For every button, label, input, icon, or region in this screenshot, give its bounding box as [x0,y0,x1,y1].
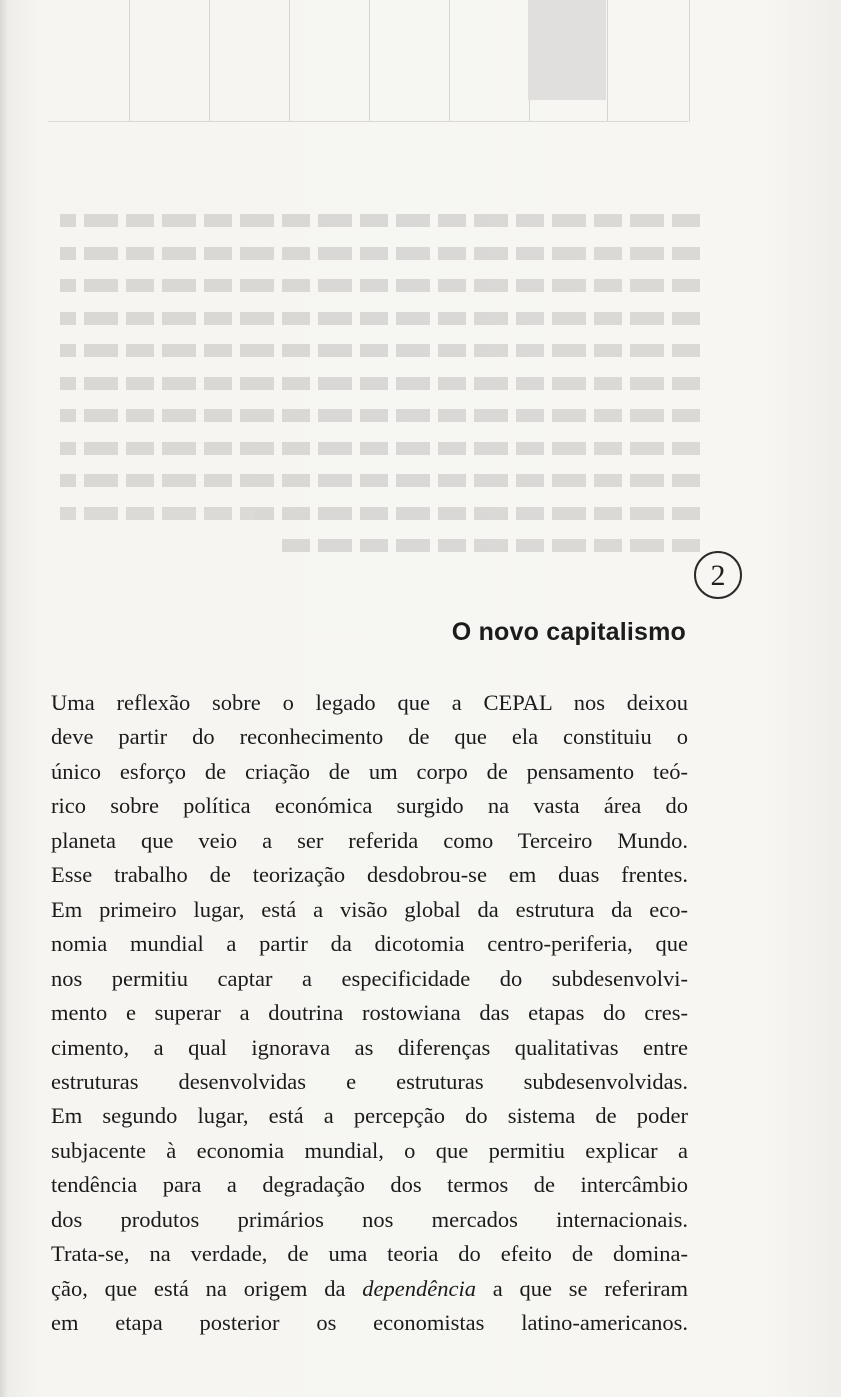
text-line: Esse trabalho de teorização desdobrou-se em duas frentes. [51,862,688,888]
text-line: Em primeiro lugar, está a visão global da estrutura da eco- [51,896,688,922]
text-line: em etapa posterior os economistas latino-americanos. [51,1310,688,1336]
text-line: nos permitiu captar a especificidade do subdesenvolvi- [51,965,688,991]
text-line: mento e superar a doutrina rostowiana das etapas do cres- [51,1000,688,1026]
text-segment: ção, que está na origem da [51,1275,363,1301]
text-line: Uma reflexão sobre o legado que a CEPAL nos deixou [51,690,688,715]
show-through-text [60,214,700,614]
text-line-with-emphasis [51,1272,688,1306]
text-line: Em segundo lugar, está a percepção do sistema de poder [51,1103,688,1129]
text-line: nomia mundial a partir da dicotomia centro-periferia, que [51,931,688,957]
show-through-table [38,0,698,122]
chapter-number-circle [694,551,742,599]
text-line: único esforço de criação de um corpo de pensamento teó- [51,758,688,784]
body-paragraph [51,686,688,1341]
chapter-number: 2 [710,559,726,592]
section-title: O novo capitalismo [451,618,686,646]
text-line: cimento, a qual ignorava as diferenças qualitativas entre [51,1034,688,1060]
text-line: estruturas desenvolvidas e estruturas subdesenvolvidas. [51,1068,688,1094]
text-line: subjacente à economia mundial, o que permitiu explicar a [51,1137,688,1163]
emphasized-term: dependência [362,1275,476,1301]
text-line: Trata-se, na verdade, de uma teoria do efeito de domina- [51,1241,688,1267]
page-spine-shadow [0,0,8,1397]
text-line: rico sobre política económica surgido na vasta área do [51,793,688,819]
show-through-header [0,128,841,148]
text-segment: a que se referiram [475,1275,688,1301]
text-line: tendência para a degradação dos termos de intercâmbio [51,1172,688,1198]
text-line: dos produtos primários nos mercados internacionais. [51,1206,688,1232]
text-line: planeta que veio a ser referida como Terceiro Mundo. [51,827,688,853]
text-line: deve partir do reconhecimento de que ela constituiu o [51,724,688,750]
